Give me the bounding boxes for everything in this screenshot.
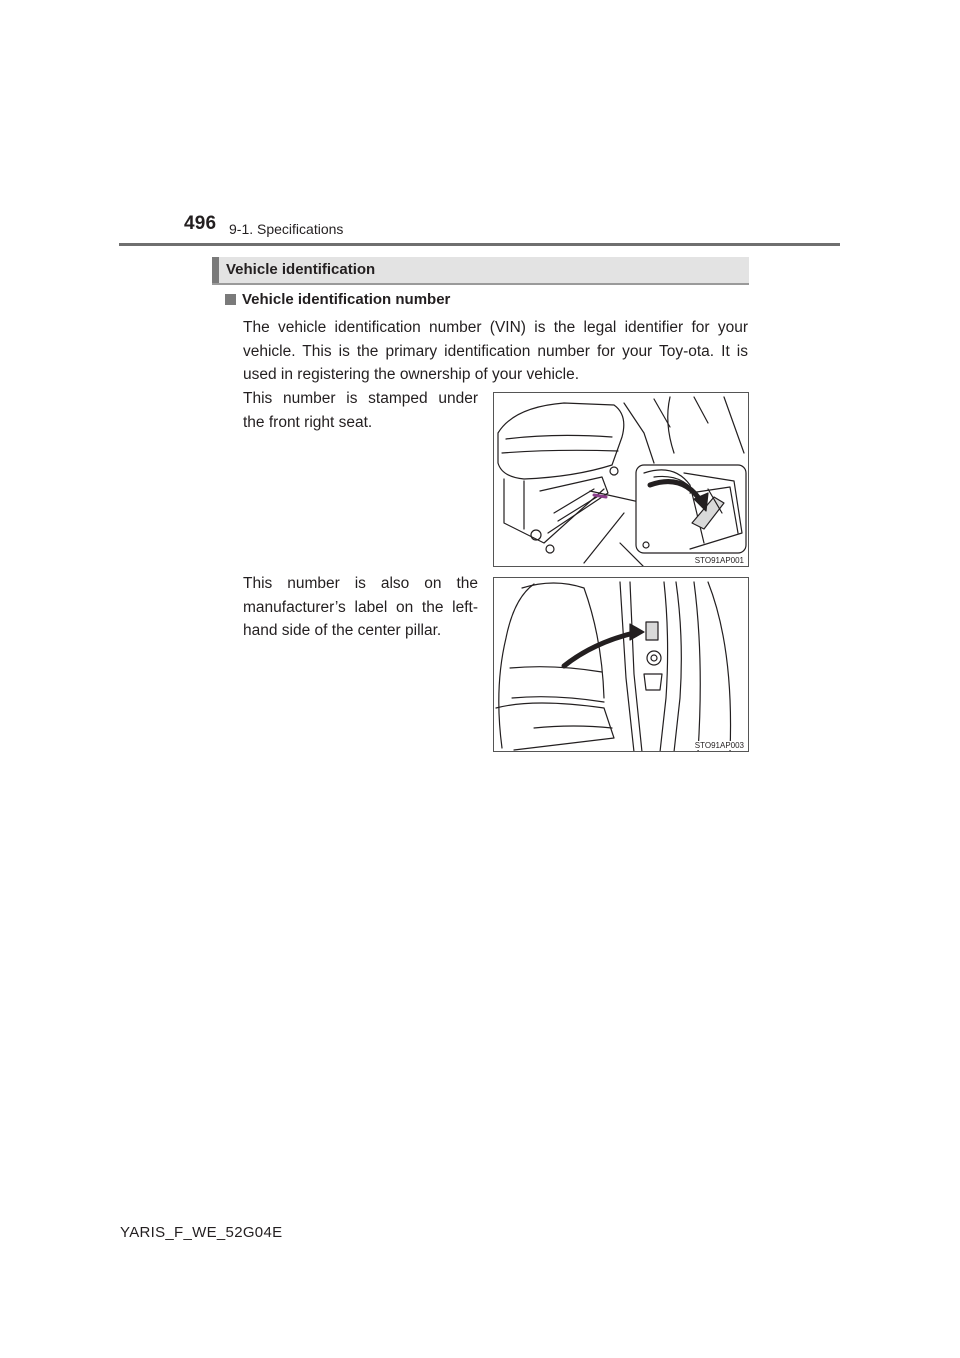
header-rule bbox=[119, 243, 840, 246]
figure-code-seat: STO91AP001 bbox=[694, 556, 744, 565]
section-title: 9-1. Specifications bbox=[229, 221, 344, 237]
seat-figure bbox=[493, 392, 749, 567]
intro-paragraph: The vehicle identification number (VIN) is the legal identifier for your vehicle. This is the primary identification number for your Toy-ota. It is used in registering the ownership of your vehicle. bbox=[243, 319, 748, 383]
pillar-illustration bbox=[494, 578, 749, 752]
heading-accent bbox=[212, 257, 219, 283]
section-heading-bar bbox=[212, 257, 749, 285]
document-footer-code: YARIS_F_WE_52G04E bbox=[120, 1224, 283, 1241]
figure-code-pillar: STO91AP003 bbox=[694, 741, 744, 750]
subheading bbox=[225, 291, 450, 308]
pillar-paragraph: This number is also on the manufacturer’s label on the left-hand side of the center pillar. bbox=[243, 575, 478, 639]
page-number: 496 bbox=[184, 213, 217, 234]
section-heading: Vehicle identification bbox=[226, 261, 376, 278]
square-bullet-icon bbox=[225, 294, 236, 305]
subheading-text: Vehicle identification number bbox=[242, 291, 451, 308]
seat-paragraph: This number is stamped under the front right seat. bbox=[243, 390, 478, 431]
seat-illustration bbox=[494, 393, 749, 567]
pillar-figure bbox=[493, 577, 749, 752]
